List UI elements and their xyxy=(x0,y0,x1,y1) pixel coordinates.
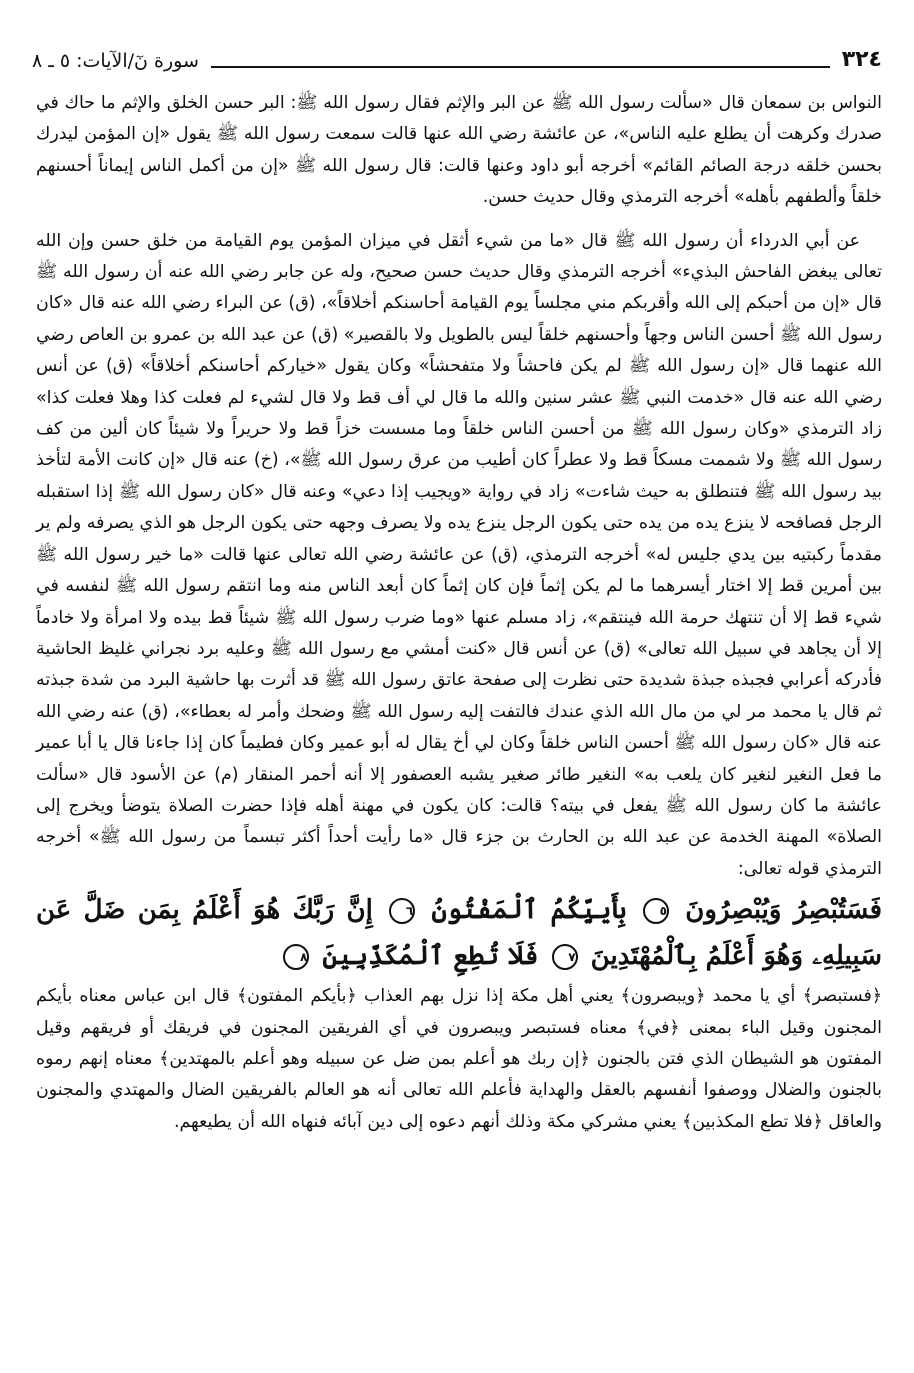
verse-text-6: بِأَييِّكُمُ ٱلْمَفْتُونُ xyxy=(431,895,627,926)
ayah-number-marker: ٨ xyxy=(283,944,309,970)
section-title: سورة نٓ/الآيات: ٥ ـ ٨ xyxy=(32,50,199,72)
quran-verses xyxy=(36,887,882,979)
page-header xyxy=(32,40,882,74)
verse-text-5: فَسَتُبْصِرُ وَيُبْصِرُونَ xyxy=(685,895,882,926)
verse-text-7: إِنَّ رَبَّكَ هُوَ أَعْلَمُ بِمَن ضَلَّ عَن سَبِيلِهِۦ وَهُوَ أَعْلَمُ بِٱلْمُهْتَدِينَ xyxy=(36,895,882,972)
ayah-number-marker: ٧ xyxy=(552,944,578,970)
verse-text-8: فَلَا تُطِعِ ٱلْمُكَذِّبِينَ xyxy=(322,941,539,972)
ayah-number-marker: ٦ xyxy=(389,898,415,924)
paragraph-2: عن أبي الدرداء أن رسول الله ﷺ قال «ما من شيء أثقل في ميزان المؤمن يوم القيامة من خلق حسن وإن الله تعالى يبغض الفاحش البذيء» أخرجه الترمذي وقال حديث حسن صحيح، وله عن جابر رضي الله عنه أن رسول الله ﷺ قال «إن من أحبكم إلى الله وأقربكم مني مجلساً يوم القيامة أحاسنكم أخلاقاً»، (ق) عن البراء رضي الله عنه قال «كان رسول الله ﷺ أحسن الناس وجهاً وأحسنهم خلقاً ليس بالطويل ولا بالقصير» (ق) عن عبد الله بن عمرو بن العاص رضي الله عنهما قال «إن رسول الله ﷺ لم يكن فاحشاً ولا متفحشاً» وكان يقول «خياركم أحاسنكم أخلاقاً» (ق) عن أنس رضي الله عنه قال «خدمت النبي ﷺ عشر سنين والله ما قال لي أف قط ولا قال لشيء لم فعلت كذا وهلا فعلت كذا» زاد الترمذي «وكان رسول الله ﷺ من أحسن الناس خلقاً وما مسست خزاً قط ولا حريراً ولا شيئاً كان ألين من كف رسول الله ﷺ ولا شممت مسكاً قط ولا عطراً كان أطيب من عرق رسول الله ﷺ»، (خ) عنه قال «إن كانت الأمة لتأخذ بيد رسول الله ﷺ فتنطلق به حيث شاءت» زاد في رواية «ويجيب إذا دعي» وعنه قال «كان رسول الله ﷺ إذا استقبله الرجل فصافحه لا ينزع يده من يده حتى يكون الرجل ينزع يده ولا يصرف وجهه حتى يكون الرجل هو الذي يصرفه ولم ير مقدماً ركبتيه بين يدي جليس له» أخرجه الترمذي، (ق) عن عائشة رضي الله تعالى عنها قالت «ما خير رسول الله ﷺ بين أمرين قط إلا اختار أيسرهما ما لم يكن إثماً فإن كان إثماً كان أبعد الناس منه وما انتقم رسول الله ﷺ لنفسه في شيء قط إلا أن تنتهك حرمة الله فينتقم»، زاد مسلم عنها «وما ضرب رسول الله ﷺ شيئاً قط بيده ولا امرأة ولا خادماً إلا أن يجاهد في سبيل الله تعالى» (ق) عن أنس قال «كنت أمشي مع رسول الله ﷺ وعليه برد نجراني غليظ الحاشية فأدركه أعرابي فجبذه جبذة شديدة حتى نظرت إلى صفحة عاتق رسول الله ﷺ قد أثرت بها حاشية البرد من شدة جبذته ثم قال يا محمد مر لي من مال الله الذي عندك فالتفت إليه رسول الله ﷺ وضحك وأمر له بعطاء»، (ق) عنه رضي الله عنه قال «كان رسول الله ﷺ أحسن الناس خلقاً وكان لي أخ يقال له أبو عمير وكان فطيماً كان إذا جاءنا قال يا أبا عمير ما فعل النغير لنغير كان يلعب به» النغير طائر صغير يشبه العصفور إلا أنه أحمر المنقار (م) عن الأسود قال «سألت عائشة ما كان رسول الله ﷺ يفعل في بيته؟ قالت: كان يكون في مهنة أهله فإذا حضرت الصلاة يتوضأ ويخرج إلى الصلاة» المهنة الخدمة عن عبد الله بن الحارث بن جزء قال «ما رأيت أحداً أكثر تبسماً من رسول الله ﷺ» أخرجه الترمذي قوله تعالى: xyxy=(36,230,882,879)
page-body xyxy=(36,88,882,1138)
paragraph-1: النواس بن سمعان قال «سألت رسول الله ﷺ عن البر والإثم فقال رسول الله ﷺ: البر حسن الخلق والإثم ما حاك في صدرك وكرهت أن يطلع عليه الناس»، عن عائشة رضي الله عنها قالت سمعت رسول الله ﷺ يقول «إن المؤمن ليدرك بحسن خلقه درجة الصائم القائم» أخرجه أبو داود وعنها قالت: قال رسول الله ﷺ «إن من أكمل الناس إيماناً أحسنهم خلقاً وألطفهم بأهله» أخرجه الترمذي وقال حديث حسن. xyxy=(36,93,882,208)
header-rule xyxy=(211,66,830,68)
page-number: ٣٢٤ xyxy=(841,47,882,72)
ayah-number-marker: ٥ xyxy=(643,898,669,924)
tafsir-paragraph: ﴿فستبصر﴾ أي يا محمد ﴿ويبصرون﴾ يعني أهل مكة إذا نزل بهم العذاب ﴿بأيكم المفتون﴾ قال ابن عباس معناه بأيكم المجنون وقيل الباء بمعنى ﴿في﴾ معناه فستبصر ويبصرون في أي الفريقين المجنون في فريقك أو فريقهم وقيل المفتون هو الشيطان الذي فتن بالجنون ﴿إن ربك هو أعلم بمن ضل عن سبيله وهو أعلم بالمهتدين﴾ معناه إنهم رموه بالجنون والضلال ووصفوا أنفسهم بالعقل والهداية فأعلم الله تعالى أنه هو العالم بالفريقين الضال والمهتدي والمجنون والعاقل ﴿فلا تطع المكذبين﴾ يعني مشركي مكة وذلك أنهم دعوه إلى دين آبائه فنهاه الله أن يطيعهم. xyxy=(36,986,882,1132)
